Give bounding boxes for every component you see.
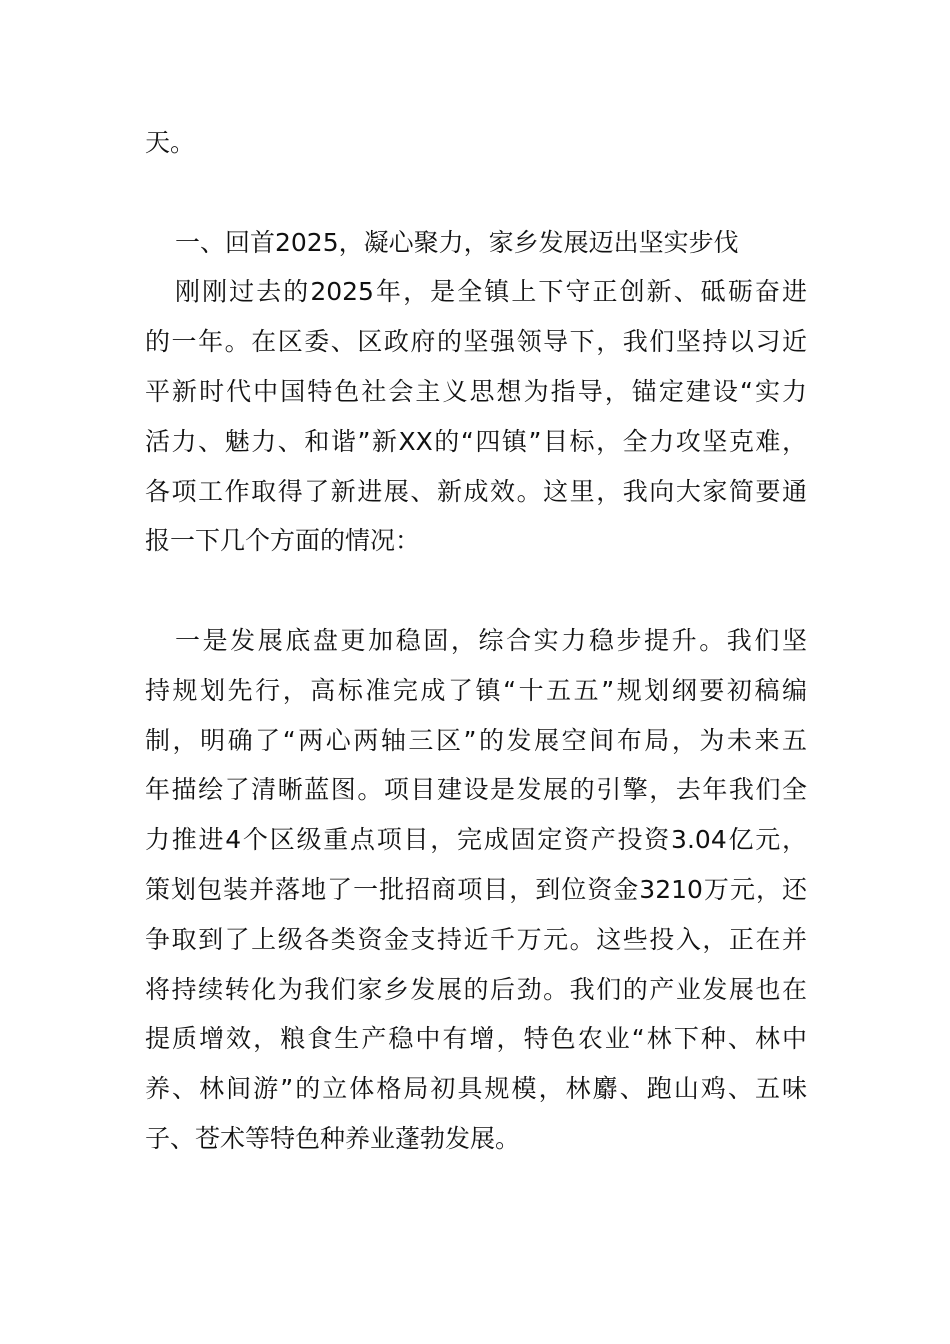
paragraph-1 xyxy=(145,267,807,566)
continuation-line: 天。 xyxy=(145,128,196,157)
text-line: 将持续转化为我们家乡发展的后劲。我们的产业发展也在 xyxy=(145,974,807,1004)
text-line: 刚刚过去的2025年，是全镇上下守正创新、砥砺奋进 xyxy=(175,277,807,307)
paragraph-2 xyxy=(145,616,807,1164)
text-line: 年描绘了清晰蓝图。项目建设是发展的引擎，去年我们全 xyxy=(145,775,807,805)
section-heading: 一、回首2025，凝心聚力，家乡发展迈出坚实步伐 xyxy=(175,227,739,257)
text-line: 制，明确了“两心两轴三区”的发展空间布局，为未来五 xyxy=(145,725,807,755)
blank-line xyxy=(145,168,807,218)
text-line: 持规划先行，高标准完成了镇“十五五”规划纲要初稿编 xyxy=(145,675,807,705)
text-line: 提质增效，粮食生产稳中有增，特色农业“林下种、林中 xyxy=(145,1024,807,1054)
text-line: 力推进4个区级重点项目，完成固定资产投资3.04亿元， xyxy=(145,825,807,855)
blank-line xyxy=(145,566,807,616)
text-line: 子、苍术等特色种养业蓬勃发展。 xyxy=(145,1123,521,1153)
document-page xyxy=(145,118,807,1164)
text-line: 一是发展底盘更加稳固，综合实力稳步提升。我们坚 xyxy=(175,625,807,655)
text-line: 报一下几个方面的情况： xyxy=(145,526,421,556)
text-line: 养、林间游”的立体格局初具规模，林麝、跑山鸡、五味 xyxy=(145,1074,807,1104)
text-line: 策划包装并落地了一批招商项目，到位资金3210万元，还 xyxy=(145,874,807,904)
text-line: 争取到了上级各类资金支持近千万元。这些投入，正在并 xyxy=(145,924,807,954)
text-line: 平新时代中国特色社会主义思想为指导，锚定建设“实力 xyxy=(145,376,807,406)
text-line: 活力、魅力、和谐”新XX的“四镇”目标，全力攻坚克难， xyxy=(145,426,807,456)
text-line: 各项工作取得了新进展、新成效。这里，我向大家简要通 xyxy=(145,476,807,506)
text-line: 的一年。在区委、区政府的坚强领导下，我们坚持以习近 xyxy=(145,327,807,357)
